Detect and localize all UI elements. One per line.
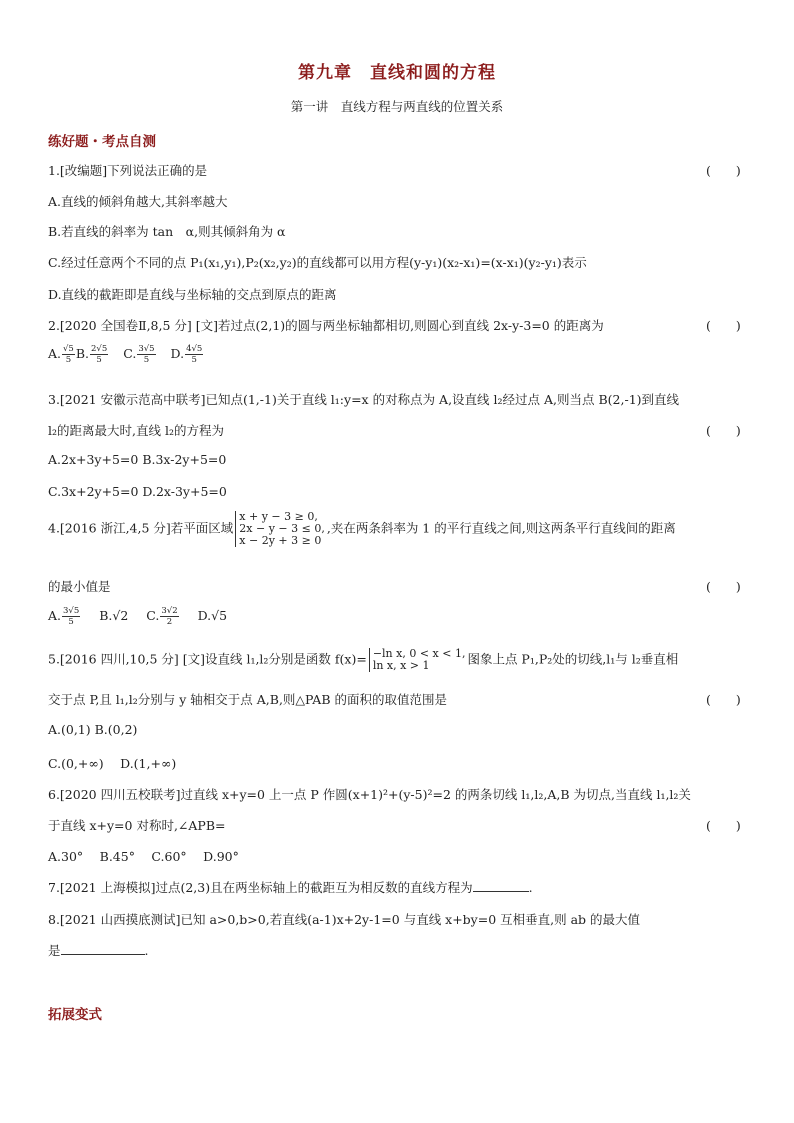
q2-option-c-label: C. — [123, 346, 137, 361]
q5-stem-line1 — [48, 648, 678, 672]
q2-option-b-fraction: $\frac{2√5}{5}$ — [91, 344, 108, 365]
q4-stem-line1 — [48, 511, 676, 547]
q1-option-a: A.直线的倾斜角越大,其斜率越大 — [48, 194, 228, 209]
q4-option-d: D.√5 — [197, 608, 228, 623]
q2-option-d-fraction: $\frac{4√5}{5}$ — [186, 344, 203, 365]
q2-stem: 2.[2020 全国卷Ⅱ,8,5 分] [文]若过点(2,1)的圆与两坐标轴都相切,则圆心到直线 2x-y-3=0 的距离为 — [48, 318, 604, 333]
q6-options: A.30° B.45° C.60° D.90° — [48, 849, 239, 864]
q5-stem-post: 图象上点 P₁,P₂处的切线,l₁与 l₂垂直相 — [467, 651, 679, 667]
q5-options-ab: A.(0,1) B.(0,2) — [48, 722, 138, 737]
q2-option-b-label: B. — [75, 346, 90, 361]
q1-stem: 1.[改编题]下列说法正确的是 — [48, 163, 208, 178]
q8-tail: . — [144, 943, 149, 958]
q5-stem-pre: 5.[2016 四川,10,5 分] [文]设直线 l₁,l₂分别是函数 f(x)= — [48, 651, 367, 667]
lesson-title: 第一讲 直线方程与两直线的位置关系 — [290, 99, 504, 114]
q4-stem-line2: 的最小值是 — [48, 579, 111, 594]
q4-option-b: B.√2 — [99, 608, 129, 623]
q7-tail: . — [528, 880, 533, 895]
q6-answer-bracket: ( ) — [706, 818, 741, 833]
q3-options-cd: C.3x+2y+5=0 D.2x-3y+5=0 — [48, 484, 227, 499]
q5-options-cd: C.(0,+∞) D.(1,+∞) — [48, 756, 177, 771]
q3-stem-line1: 3.[2021 安徽示范高中联考]已知点(1,-1)关于直线 l₁:y=x 的对称点为 A,设直线 l₂经过点 A,则当点 B(2,-1)到直线 — [48, 392, 680, 407]
q4-option-a-fraction: $\frac{3√5}{5}$ — [63, 606, 80, 627]
q4-options — [48, 606, 227, 627]
section-title-practice: 练好题・考点自测 — [48, 134, 156, 150]
q4-inequality-system: x + y − 3 ≥ 0, 2x − y − 3 ≤ 0, x − 2y + 3 ≥ 0 — [235, 511, 325, 547]
q1-option-b: B.若直线的斜率为 tan α,则其倾斜角为 α — [48, 224, 286, 239]
q3-stem-line2: l₂的距离最大时,直线 l₂的方程为 — [48, 423, 224, 438]
q1-option-d: D.直线的截距即是直线与坐标轴的交点到原点的距离 — [48, 287, 337, 302]
q8-stem-line2 — [48, 941, 149, 959]
q3-answer-bracket: ( ) — [706, 423, 741, 438]
q8-text: 是 — [48, 943, 61, 958]
q2-option-a-label: A. — [48, 346, 62, 361]
q4-answer-bracket: ( ) — [706, 579, 741, 594]
q2-options — [48, 344, 204, 365]
q2-option-a-fraction: $\frac{√5}{5}$ — [63, 344, 74, 365]
q4-stem-post: ,夹在两条斜率为 1 的平行直线之间,则这两条平行直线间的距离 — [326, 520, 676, 536]
q5-piecewise-function: −ln x, 0 < x < 1, ln x, x > 1 — [369, 648, 466, 672]
section-title-extension: 拓展变式 — [48, 1007, 102, 1023]
q8-stem-line1: 8.[2021 山西摸底测试]已知 a>0,b>0,若直线(a-1)x+2y-1=0 与直线 x+by=0 互相垂直,则 ab 的最大值 — [48, 912, 641, 927]
q4-option-c-fraction: $\frac{3√2}{2}$ — [161, 606, 178, 627]
q5-answer-bracket: ( ) — [706, 692, 741, 707]
q4-option-c-label: C. — [146, 608, 160, 623]
q4-stem-pre: 4.[2016 浙江,4,5 分]若平面区域 — [48, 520, 234, 536]
q8-answer-blank[interactable] — [61, 942, 145, 955]
q4-option-a-label: A. — [48, 608, 62, 623]
q5-stem-line2: 交于点 P,且 l₁,l₂分别与 y 轴相交于点 A,B,则△PAB 的面积的取值范围是 — [48, 692, 447, 707]
q2-option-c-fraction: $\frac{3√5}{5}$ — [138, 344, 155, 365]
chapter-title: 第九章 直线和圆的方程 — [298, 63, 496, 83]
q7-stem — [48, 878, 533, 896]
q1-option-c: C.经过任意两个不同的点 P₁(x₁,y₁),P₂(x₂,y₂)的直线都可以用方程(y-y₁)(x₂-x₁)=(x-x₁)(y₂-y₁)表示 — [48, 255, 587, 270]
q7-answer-blank[interactable] — [473, 879, 529, 892]
q2-answer-bracket: ( ) — [706, 318, 741, 333]
q3-options-ab: A.2x+3y+5=0 B.3x-2y+5=0 — [48, 452, 227, 467]
q1-answer-bracket: ( ) — [706, 163, 741, 178]
q6-stem-line1: 6.[2020 四川五校联考]过直线 x+y=0 上一点 P 作圆(x+1)²+(y-5)²=2 的两条切线 l₁,l₂,A,B 为切点,当直线 l₁,l₂关 — [48, 787, 691, 802]
q2-option-d-label: D. — [170, 346, 185, 361]
q6-stem-line2: 于直线 x+y=0 对称时,∠APB= — [48, 818, 226, 833]
q7-text: 7.[2021 上海模拟]过点(2,3)且在两坐标轴上的截距互为相反数的直线方程为 — [48, 880, 473, 895]
